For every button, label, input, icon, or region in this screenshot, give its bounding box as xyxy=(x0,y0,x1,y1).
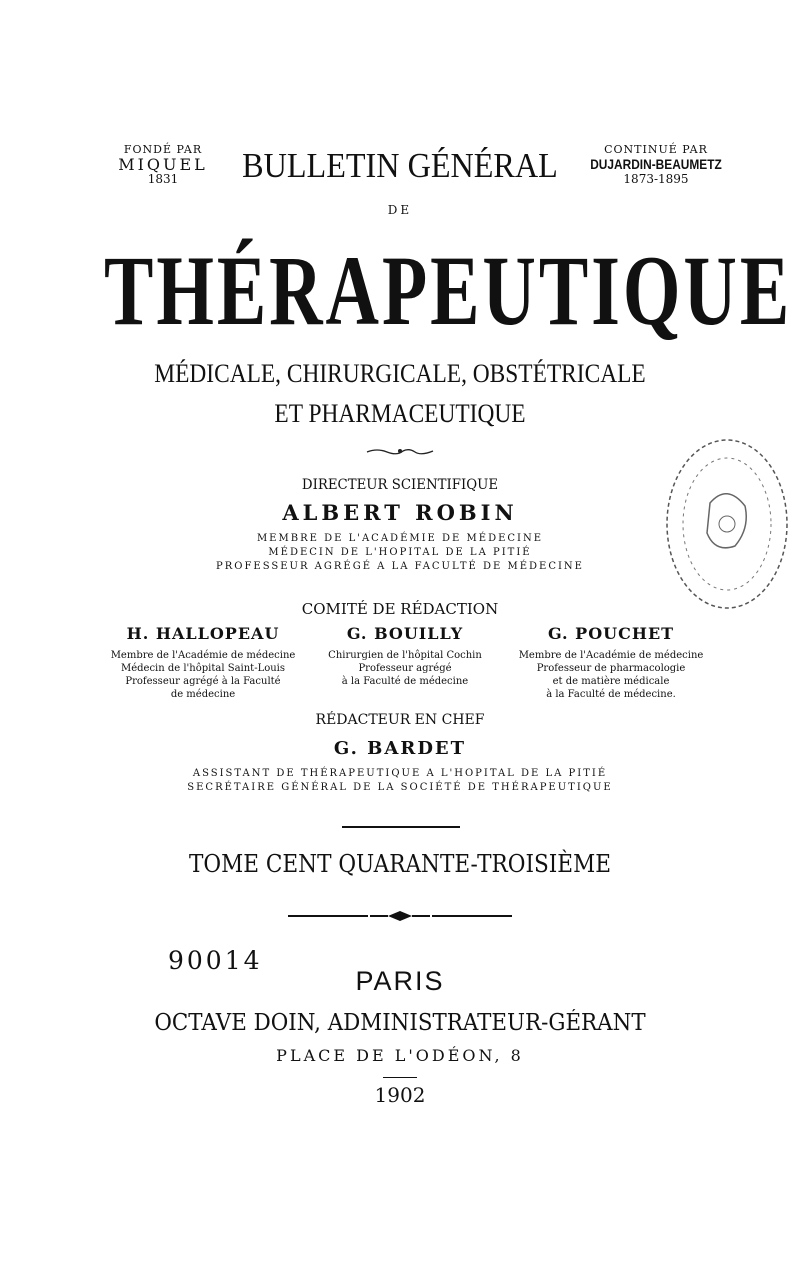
member-name: G. POUCHET xyxy=(547,624,675,643)
imprint-publisher: OCTAVE DOIN, ADMINISTRATEUR-GÉRANT xyxy=(154,1010,646,1036)
member-line: Professeur de pharmacologie xyxy=(536,663,686,674)
directeur-role-2: MÉDECIN DE L'HOPITAL DE LA PITIÉ xyxy=(268,547,532,558)
ornament-icon xyxy=(365,446,435,456)
member-line: et de matière médicale xyxy=(552,676,670,687)
divider xyxy=(383,1077,417,1078)
redacteur-role-1: ASSISTANT DE THÉRAPEUTIQUE A L'HOPITAL DE LA PITIÉ xyxy=(192,768,608,779)
comite-member xyxy=(88,624,318,701)
continuer-name: DUJARDIN-BEAUMETZ xyxy=(590,156,722,172)
founder-year: 1831 xyxy=(147,172,179,186)
member-line: Professeur agrégé à la Faculté xyxy=(125,676,281,687)
founder-name: MIQUEL xyxy=(118,155,208,174)
bulletin-title: BULLETIN GÉNÉRAL xyxy=(242,146,558,185)
subtitle-line-2: ET PHARMACEUTIQUE xyxy=(274,399,526,428)
imprint-address: PLACE DE L'ODÉON, 8 xyxy=(276,1046,524,1065)
directeur-name: ALBERT ROBIN xyxy=(282,500,518,525)
member-line: de médecine xyxy=(170,689,236,700)
ornament-icon xyxy=(368,910,432,922)
member-line: Membre de l'Académie de médecine xyxy=(110,650,296,661)
imprint-year: 1902 xyxy=(374,1083,426,1107)
member-name: H. HALLOPEAU xyxy=(126,624,280,643)
redacteur-role-2: SECRÉTAIRE GÉNÉRAL DE LA SOCIÉTÉ DE THÉRAPEUTIQUE xyxy=(187,782,613,793)
continuer-block xyxy=(576,142,736,187)
de-word: DE xyxy=(387,203,413,217)
member-line: Professeur agrégé xyxy=(358,663,452,674)
directeur-role-1: MEMBRE DE L'ACADÉMIE DE MÉDECINE xyxy=(256,533,544,544)
founder-block xyxy=(108,142,218,187)
redacteur-name: G. BARDET xyxy=(333,738,467,759)
member-desc xyxy=(290,649,520,688)
imprint-city: PARIS xyxy=(355,966,445,996)
member-desc xyxy=(88,649,318,701)
member-line: à la Faculté de médecine. xyxy=(546,689,676,700)
member-line: Membre de l'Académie de médecine xyxy=(518,650,704,661)
comite-member xyxy=(496,624,726,701)
member-line: à la Faculté de médecine xyxy=(341,676,469,687)
member-desc xyxy=(496,649,726,701)
subtitle xyxy=(40,354,760,434)
library-stamp-icon xyxy=(655,428,795,623)
directeur-label: DIRECTEUR SCIENTIFIQUE xyxy=(301,477,499,493)
continuer-label: CONTINUÉ PAR xyxy=(604,143,708,156)
directeur-role-3: PROFESSEUR AGRÉGÉ A LA FACULTÉ DE MÉDECINE xyxy=(216,561,584,572)
member-name: G. BOUILLY xyxy=(346,624,464,643)
comite-member xyxy=(290,624,520,688)
shelf-number: 90014 xyxy=(168,946,263,975)
member-line: Médecin de l'hôpital Saint-Louis xyxy=(120,663,286,674)
comite-label: COMITÉ DE RÉDACTION xyxy=(301,600,499,618)
redacteur-roles xyxy=(0,767,800,795)
subtitle-line-1: MÉDICALE, CHIRURGICALE, OBSTÉTRICALE xyxy=(154,359,646,388)
main-title: THÉRAPEUTIQUE xyxy=(104,235,793,346)
founder-label: FONDÉ PAR xyxy=(123,143,203,156)
member-line: Chirurgien de l'hôpital Cochin xyxy=(328,650,482,661)
divider xyxy=(342,826,460,828)
redacteur-label: RÉDACTEUR EN CHEF xyxy=(315,712,485,728)
continuer-years: 1873-1895 xyxy=(623,172,689,186)
tome-title: TOME CENT QUARANTE-TROISIÈME xyxy=(189,850,611,878)
